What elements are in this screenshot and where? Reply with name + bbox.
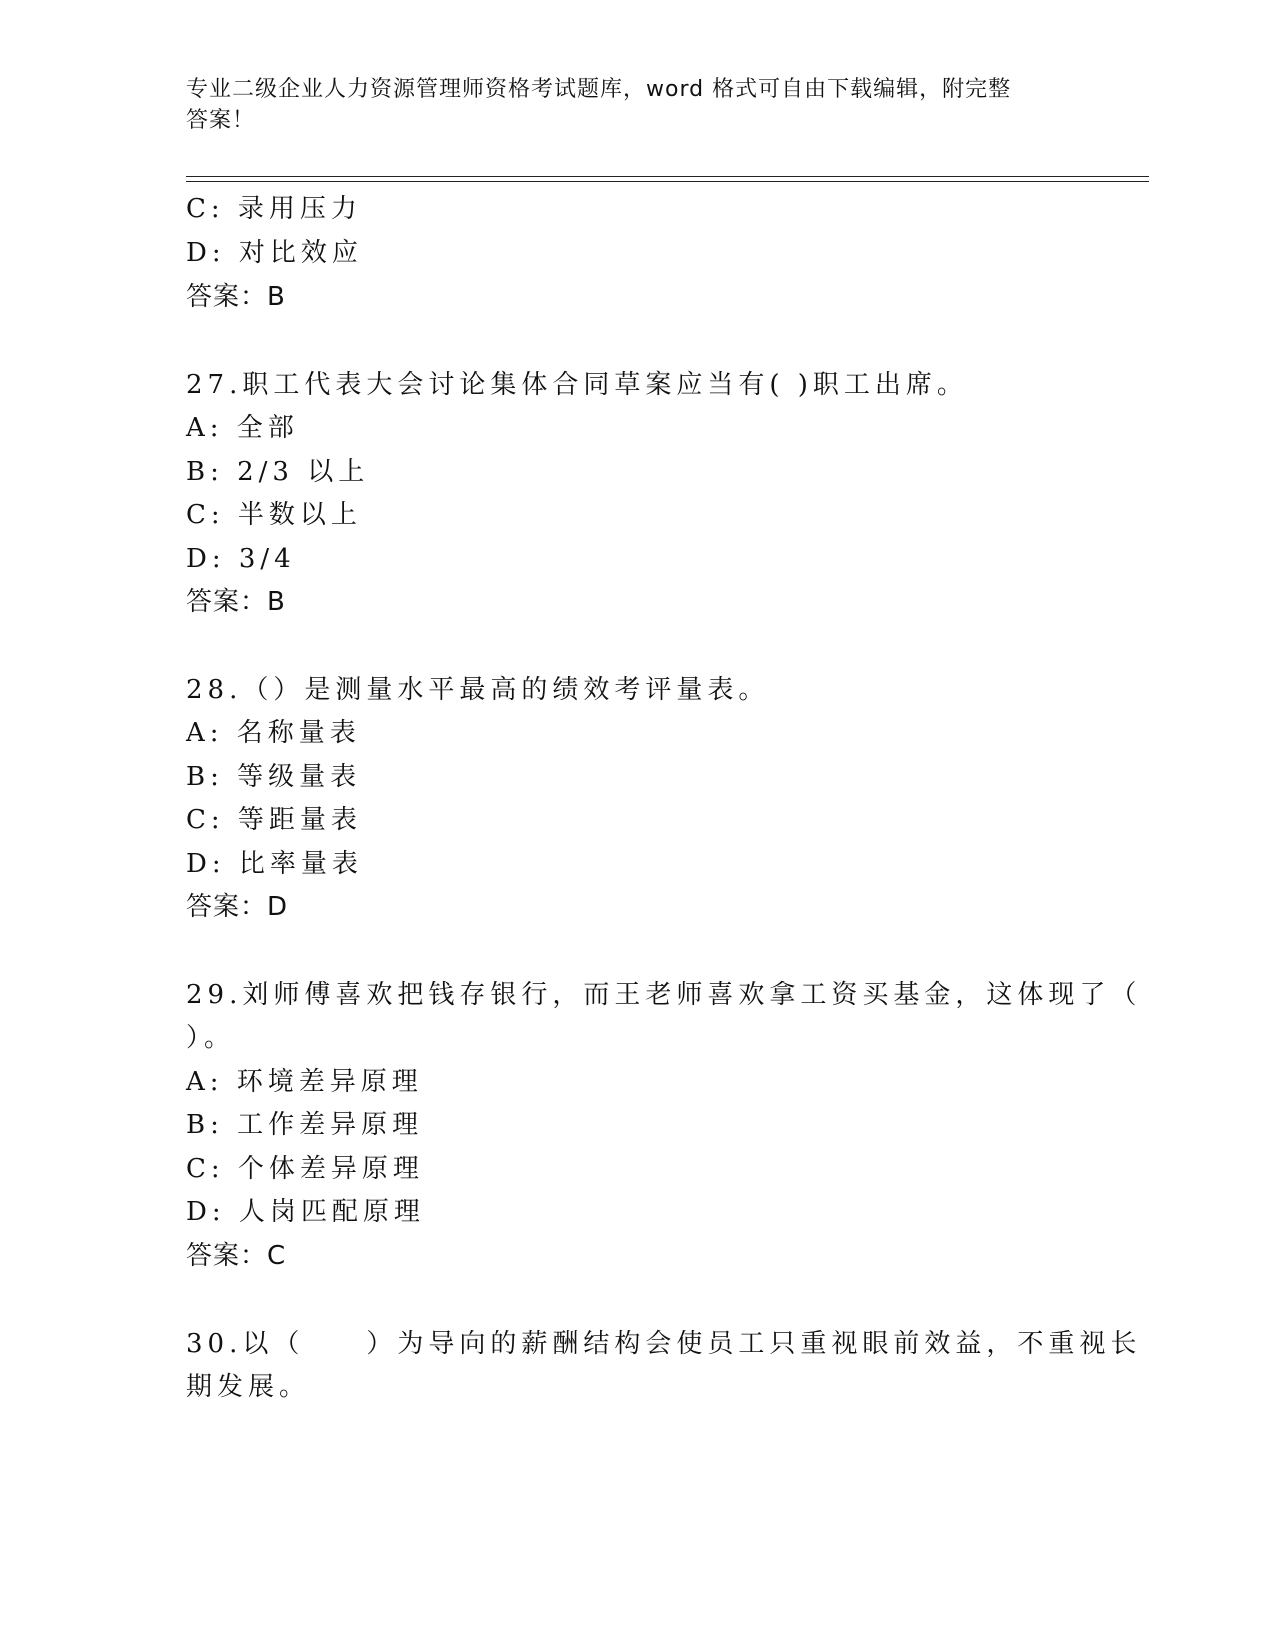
- option-d: D: 3/4: [186, 544, 296, 574]
- option-c: C: 半数以上: [186, 500, 362, 530]
- option-b: B: 2/3 以上: [186, 457, 370, 487]
- answer: 答案：B: [186, 282, 286, 312]
- answer: 答案：C: [186, 1241, 287, 1271]
- question-stem: 27.职工代表大会讨论集体合同草案应当有( )职工出席。: [186, 370, 968, 400]
- option-a: A: 全部: [186, 413, 299, 443]
- answer: 答案：D: [186, 892, 289, 922]
- option-d: D: 比率量表: [186, 849, 363, 879]
- option-b: B: 等级量表: [186, 762, 362, 792]
- option-d: D: 人岗匹配原理: [186, 1197, 425, 1227]
- document-header: [186, 74, 1066, 136]
- header-text-line-1: 专业二级企业人力资源管理师资格考试题库，word 格式可自由下载编辑，附完整: [186, 77, 1012, 102]
- question-stem: 28.（）是测量水平最高的绩效考评量表。: [186, 675, 770, 705]
- option-c: C: 等距量表: [186, 805, 362, 835]
- option-b: B: 工作差异原理: [186, 1110, 424, 1140]
- option-a: A: 名称量表: [186, 718, 361, 748]
- option-a: A: 环境差异原理: [186, 1067, 423, 1097]
- answer: 答案：B: [186, 587, 286, 617]
- header-rule-bottom: [186, 181, 1149, 182]
- header-text-line-2: 答案！: [186, 108, 256, 133]
- question-stem-line-1: 29.刘师傅喜欢把钱存银行，而王老师喜欢拿工资买基金，这体现了（: [186, 980, 1142, 1010]
- question-stem-line-1: 30.以（ ）为导向的薪酬结构会使员工只重视眼前效益，不重视长: [186, 1329, 1142, 1359]
- option-c: C: 个体差异原理: [186, 1154, 424, 1184]
- question-stem-line-2: ）。: [186, 1023, 236, 1053]
- header-rule-top: [186, 176, 1149, 177]
- option-d: D: 对比效应: [186, 238, 363, 268]
- option-c: C: 录用压力: [186, 194, 362, 224]
- question-stem-line-2: 期发展。: [186, 1372, 311, 1402]
